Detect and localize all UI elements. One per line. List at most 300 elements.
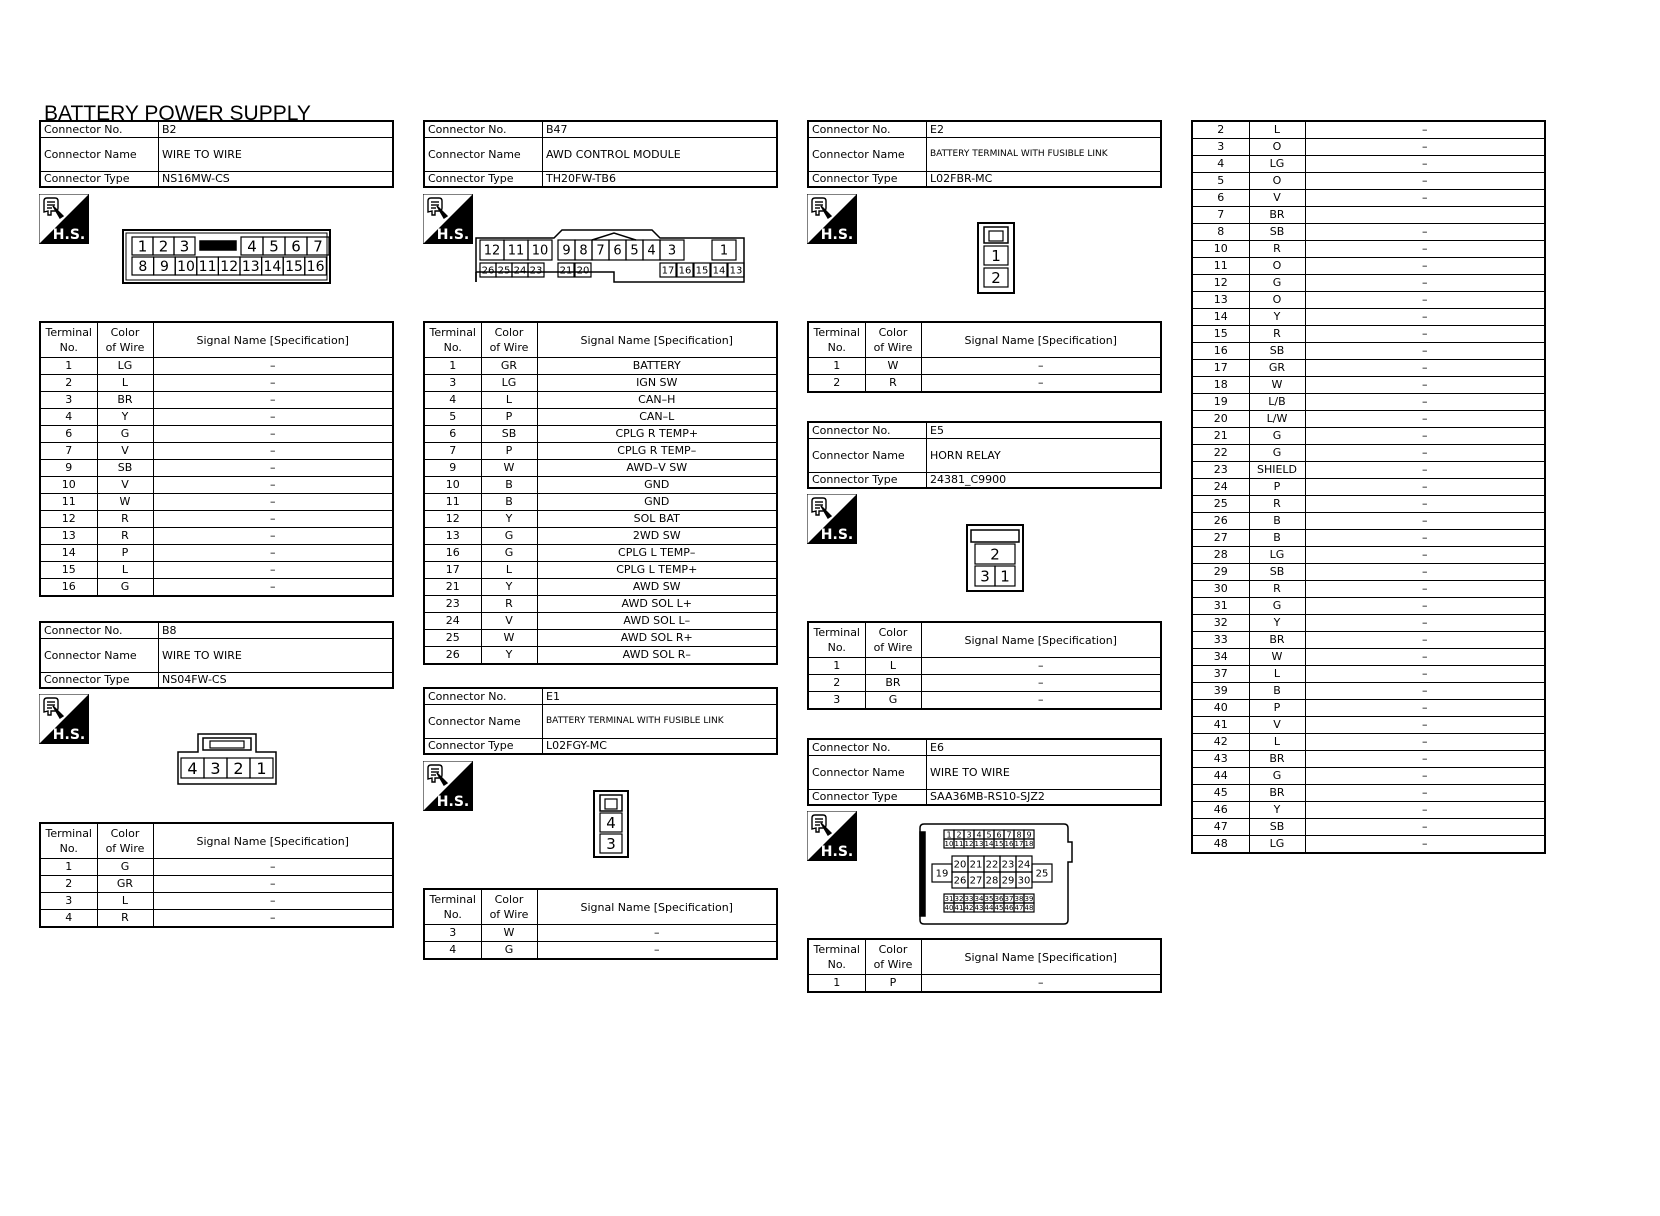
signal-name-cell: – [1305,360,1545,377]
terminal-no-cell: 3 [424,375,481,392]
table-row [424,375,777,392]
terminal-no-cell: 46 [1192,802,1249,819]
wire-color-cell: G [1249,428,1305,445]
table-row [1192,836,1545,854]
pin-label: 22 [985,859,999,871]
pin-label: 9 [562,243,571,259]
header-text: of Wire [105,842,145,855]
terminal-no-cell: 7 [40,443,97,460]
key-slot [200,241,236,250]
signal-name-cell: CPLG L TEMP– [537,545,777,562]
signal-name-cell: – [921,658,1161,675]
table-row [1192,428,1545,445]
harness-side-icon [423,761,473,811]
harness-side-icon [807,194,857,244]
wire-color-cell: R [97,511,153,528]
wire-color-cell: G [97,859,153,876]
wire-color-cell: P [481,443,537,460]
terminal-no-cell: 7 [424,443,481,460]
signal-name-cell: – [153,409,393,426]
pin-label: 2 [956,830,962,840]
pin-label: 18 [1024,840,1034,849]
pin-label: 6 [613,243,622,259]
terminal-no-cell: 4 [424,392,481,409]
terminal-no-cell: 4 [40,910,97,928]
table-row [808,375,1161,393]
pin-label: 9 [159,259,169,276]
table-row [1192,275,1545,292]
label-connector-type: Connector Type [808,171,927,187]
harness-side-icon [39,194,89,244]
pin-label: 35 [984,895,994,904]
signal-name-cell: – [1305,428,1545,445]
header-text: No. [443,908,462,921]
connector-info-b47 [423,120,778,188]
hs-label: H.S. [436,794,470,810]
terminal-no-cell: 2 [808,675,865,692]
signal-name-cell: AWD SOL L+ [537,596,777,613]
header-signal-name: Signal Name [Specification] [921,622,1161,658]
wire-color-cell: L [1249,121,1305,139]
pin-label: 2 [990,545,1000,564]
header-text: No. [443,341,462,354]
wire-color-cell: LG [97,358,153,375]
connector-diagram-b47 [474,228,746,284]
label-connector-no: Connector No. [808,739,927,755]
label-connector-no: Connector No. [808,121,927,137]
table-row [1192,683,1545,700]
wire-color-cell: G [481,528,537,545]
terminal-no-cell: 17 [1192,360,1249,377]
pin-label: 25 [497,265,511,277]
connector-diagram-b2 [122,229,332,285]
label-connector-type: Connector Type [424,738,543,754]
header-terminal-no [808,622,865,658]
pin-label: 43 [974,904,984,913]
connector-diagram-e6 [916,822,1074,926]
wire-color-cell: R [1249,241,1305,258]
signal-name-cell: – [1305,547,1545,564]
signal-name-cell [1305,207,1545,224]
signal-name-cell: AWD–V SW [537,460,777,477]
wire-color-cell: R [481,596,537,613]
label-connector-name: Connector Name [808,438,927,472]
signal-name-cell: CPLG R TEMP+ [537,426,777,443]
signal-name-cell: – [1305,462,1545,479]
header-text: of Wire [489,341,529,354]
lock-inner [989,231,1003,241]
signal-name-cell: CAN–L [537,409,777,426]
table-row [1192,564,1545,581]
terminal-no-cell: 14 [40,545,97,562]
table-row [808,692,1161,710]
signal-name-cell: AWD SOL R– [537,647,777,665]
pin-label: 24 [513,265,527,277]
terminal-no-cell: 24 [424,613,481,630]
signal-name-cell: – [921,692,1161,710]
label-connector-type: Connector Type [40,171,159,187]
pin-label: 14 [263,259,282,276]
wire-color-cell: G [1249,275,1305,292]
table-row [808,975,1161,993]
table-row [1192,615,1545,632]
table-row [808,358,1161,375]
signal-name-cell: – [1305,121,1545,139]
wire-color-cell: R [97,910,153,928]
signal-name-cell: – [153,579,393,597]
signal-name-cell: – [1305,411,1545,428]
header-text: No. [59,842,78,855]
wire-color-cell: Y [481,647,537,665]
signal-name-cell: GND [537,494,777,511]
table-row [424,426,777,443]
terminal-no-cell: 12 [40,511,97,528]
connector-info-b2 [39,120,394,188]
pin-label: 8 [138,259,148,276]
wire-color-cell: GR [97,876,153,893]
terminal-no-cell: 4 [40,409,97,426]
signal-name-cell: – [153,375,393,392]
lock-inner [210,741,244,748]
wire-color-cell: LG [1249,156,1305,173]
terminal-no-cell: 15 [40,562,97,579]
signal-name-cell: – [1305,241,1545,258]
wire-color-cell: SHIELD [1249,462,1305,479]
wire-color-cell: P [1249,700,1305,717]
terminal-table-e6-continued [1191,120,1546,854]
header-color-of-wire [481,322,537,358]
table-row [424,477,777,494]
latch-bar [920,832,925,916]
signal-name-cell: – [1305,666,1545,683]
connector-info-e1 [423,687,778,755]
connector-diagram-e5 [966,524,1024,592]
table-row [1192,581,1545,598]
connector-no-b8: B8 [159,622,394,638]
terminal-no-cell: 42 [1192,734,1249,751]
header-terminal-no [424,322,481,358]
signal-name-cell: – [1305,496,1545,513]
signal-name-cell: – [537,925,777,942]
table-row [40,528,393,545]
signal-name-cell: – [1305,581,1545,598]
terminal-table-e5 [807,621,1162,710]
signal-name-cell: – [1305,309,1545,326]
table-row [40,494,393,511]
wire-color-cell: W [1249,377,1305,394]
terminal-no-cell: 43 [1192,751,1249,768]
wire-color-cell: O [1249,258,1305,275]
lock-inner [605,799,617,809]
header-text: of Wire [873,341,913,354]
wire-color-cell: G [97,579,153,597]
terminal-no-cell: 2 [808,375,865,393]
pin-label: 14 [984,840,994,849]
header-text: No. [827,958,846,971]
wire-color-cell: L [481,562,537,579]
wire-color-cell: L [481,392,537,409]
table-row [424,942,777,960]
pin-label: 16 [306,259,325,276]
terminal-no-cell: 1 [808,358,865,375]
connector-key [592,233,636,240]
pin-label: 48 [1024,904,1034,913]
pin-label: 31 [944,895,954,904]
wire-color-cell: V [481,613,537,630]
table-row [424,528,777,545]
header-text: Terminal [813,943,860,956]
pin-label: 7 [596,243,605,259]
header-color-of-wire [865,622,921,658]
terminal-no-cell: 31 [1192,598,1249,615]
signal-name-cell: – [921,375,1161,393]
signal-name-cell: – [1305,802,1545,819]
pin-label: 47 [1014,904,1024,913]
signal-name-cell: – [921,975,1161,993]
label-connector-no: Connector No. [40,121,159,137]
signal-name-cell: – [1305,258,1545,275]
pin-label: 1 [991,246,1001,265]
pin-label: 13 [974,840,984,849]
header-text: of Wire [873,958,913,971]
terminal-no-cell: 12 [1192,275,1249,292]
terminal-no-cell: 23 [424,596,481,613]
terminal-no-cell: 19 [1192,394,1249,411]
table-row [1192,462,1545,479]
label-connector-name: Connector Name [808,137,927,171]
wire-color-cell: R [1249,496,1305,513]
terminal-no-cell: 9 [424,460,481,477]
connector-info-e5 [807,421,1162,489]
header-terminal-no [424,889,481,925]
wire-color-cell: V [1249,190,1305,207]
table-row [1192,530,1545,547]
wire-color-cell: B [1249,683,1305,700]
connector-name-e2: BATTERY TERMINAL WITH FUSIBLE LINK [927,137,1162,171]
connector-type-e2: L02FBR-MC [927,171,1162,187]
pin-label: 23 [529,265,543,277]
pin-label: 11 [198,259,217,276]
signal-name-cell: – [153,443,393,460]
terminal-no-cell: 22 [1192,445,1249,462]
terminal-no-cell: 12 [424,511,481,528]
wire-color-cell: G [1249,445,1305,462]
terminal-no-cell: 17 [424,562,481,579]
pin-label: 38 [1014,895,1024,904]
terminal-no-cell: 1 [424,358,481,375]
header-color-of-wire [97,823,153,859]
pin-label: 15 [695,265,709,277]
signal-name-cell: – [1305,836,1545,854]
signal-name-cell: – [1305,173,1545,190]
header-color-of-wire [97,322,153,358]
wire-color-cell: B [481,477,537,494]
wire-color-cell: SB [481,426,537,443]
terminal-no-cell: 13 [40,528,97,545]
pin-label: 1 [719,243,729,259]
wire-color-cell: B [1249,530,1305,547]
signal-name-cell: – [921,358,1161,375]
wire-color-cell: L [865,658,921,675]
signal-name-cell: – [1305,394,1545,411]
table-row [1192,121,1545,139]
pin-label: 3 [980,567,990,586]
pin-label: 28 [985,875,999,887]
signal-name-cell: – [153,511,393,528]
connector-no-e5: E5 [927,422,1162,438]
wire-color-cell: R [1249,326,1305,343]
hs-label: H.S. [436,227,470,243]
pin-label: 20 [953,859,967,871]
table-row [40,426,393,443]
table-row [424,545,777,562]
table-row [40,545,393,562]
signal-name-cell: – [1305,598,1545,615]
table-row [1192,241,1545,258]
signal-name-cell: GND [537,477,777,494]
terminal-no-cell: 26 [424,647,481,665]
connector-type-e1: L02FGY-MC [543,738,778,754]
terminal-no-cell: 26 [1192,513,1249,530]
signal-name-cell: – [1305,343,1545,360]
wire-color-cell: P [481,409,537,426]
terminal-no-cell: 34 [1192,649,1249,666]
table-row [424,511,777,528]
signal-name-cell: – [153,358,393,375]
terminal-no-cell: 30 [1192,581,1249,598]
pin-label: 42 [964,904,974,913]
header-text: Terminal [45,827,92,840]
header-text: of Wire [873,641,913,654]
header-terminal-no [808,322,865,358]
table-row [1192,224,1545,241]
signal-name-cell: – [1305,785,1545,802]
pin-label: 23 [1001,859,1015,871]
wire-color-cell: Y [1249,802,1305,819]
wire-color-cell: SB [1249,564,1305,581]
table-row [40,876,393,893]
terminal-no-cell: 13 [424,528,481,545]
wire-color-cell: G [1249,598,1305,615]
wire-color-cell: L [1249,734,1305,751]
connector-type-e5: 24381_C9900 [927,472,1162,488]
connector-name-e6: WIRE TO WIRE [927,755,1162,789]
connector-type-b47: TH20FW-TB6 [543,171,778,187]
table-row [1192,173,1545,190]
pin-label: 12 [483,243,501,259]
pin-label: 29 [1001,875,1015,887]
table-row [1192,360,1545,377]
header-text: of Wire [489,908,529,921]
table-row [1192,207,1545,224]
signal-name-cell: – [1305,717,1545,734]
table-row [424,409,777,426]
pin-label: 10 [177,259,195,276]
signal-name-cell: CPLG L TEMP+ [537,562,777,579]
table-row [1192,394,1545,411]
wire-color-cell: BR [1249,632,1305,649]
wire-color-cell: Y [1249,309,1305,326]
wire-color-cell: P [97,545,153,562]
table-row [808,658,1161,675]
pin-label: 46 [1004,904,1014,913]
signal-name-cell: – [1305,649,1545,666]
table-row [1192,156,1545,173]
table-row [1192,496,1545,513]
wire-color-cell: SB [1249,819,1305,836]
pin-label: 4 [187,758,198,778]
signal-name-cell: AWD SOL R+ [537,630,777,647]
pin-label: 40 [944,904,954,913]
header-text: Terminal [429,893,476,906]
signal-name-cell: – [153,562,393,579]
terminal-no-cell: 3 [1192,139,1249,156]
terminal-no-cell: 2 [40,876,97,893]
signal-name-cell: – [1305,326,1545,343]
wire-color-cell: LG [1249,836,1305,854]
pin-label: 7 [1006,830,1012,840]
terminal-no-cell: 5 [424,409,481,426]
label-connector-no: Connector No. [424,688,543,704]
terminal-no-cell: 27 [1192,530,1249,547]
signal-name-cell: – [1305,190,1545,207]
pin-label: 1 [1000,567,1010,586]
table-row [40,358,393,375]
table-row [1192,734,1545,751]
signal-name-cell: – [1305,530,1545,547]
terminal-no-cell: 1 [40,859,97,876]
header-terminal-no [40,322,97,358]
signal-name-cell: – [153,910,393,928]
harness-side-icon [807,494,857,544]
wire-color-cell: P [865,975,921,993]
signal-name-cell: – [1305,377,1545,394]
terminal-no-cell: 25 [1192,496,1249,513]
pin-label: 26 [481,265,495,277]
terminal-no-cell: 40 [1192,700,1249,717]
connector-diagram-e2 [977,222,1015,294]
pin-label: 20 [576,265,590,277]
table-row [40,579,393,597]
pin-label: 3 [966,830,972,840]
connector-type-e6: SAA36MB-RS10-SJZ2 [927,789,1162,805]
table-row [424,925,777,942]
wire-color-cell: BR [1249,751,1305,768]
pin-label: 32 [954,895,964,904]
signal-name-cell: – [153,545,393,562]
pin-label: 14 [712,265,726,277]
pin-label: 25 [1035,868,1049,880]
wire-color-cell: G [1249,768,1305,785]
pin-label: 15 [994,840,1004,849]
terminal-table-b47 [423,321,778,665]
table-row [40,859,393,876]
pin-label: 30 [1017,875,1031,887]
terminal-no-cell: 10 [40,477,97,494]
pin-label: 5 [986,830,992,840]
wire-color-cell: R [865,375,921,393]
pin-label: 3 [667,243,677,259]
signal-name-cell: AWD SW [537,579,777,596]
header-terminal-no [808,939,865,975]
pin-label: 5 [630,243,639,259]
header-text: No. [827,341,846,354]
pin-label: 2 [158,237,169,256]
table-row [1192,768,1545,785]
connector-info-e2 [807,120,1162,188]
wire-color-cell: SB [1249,224,1305,241]
wire-color-cell: W [481,925,537,942]
